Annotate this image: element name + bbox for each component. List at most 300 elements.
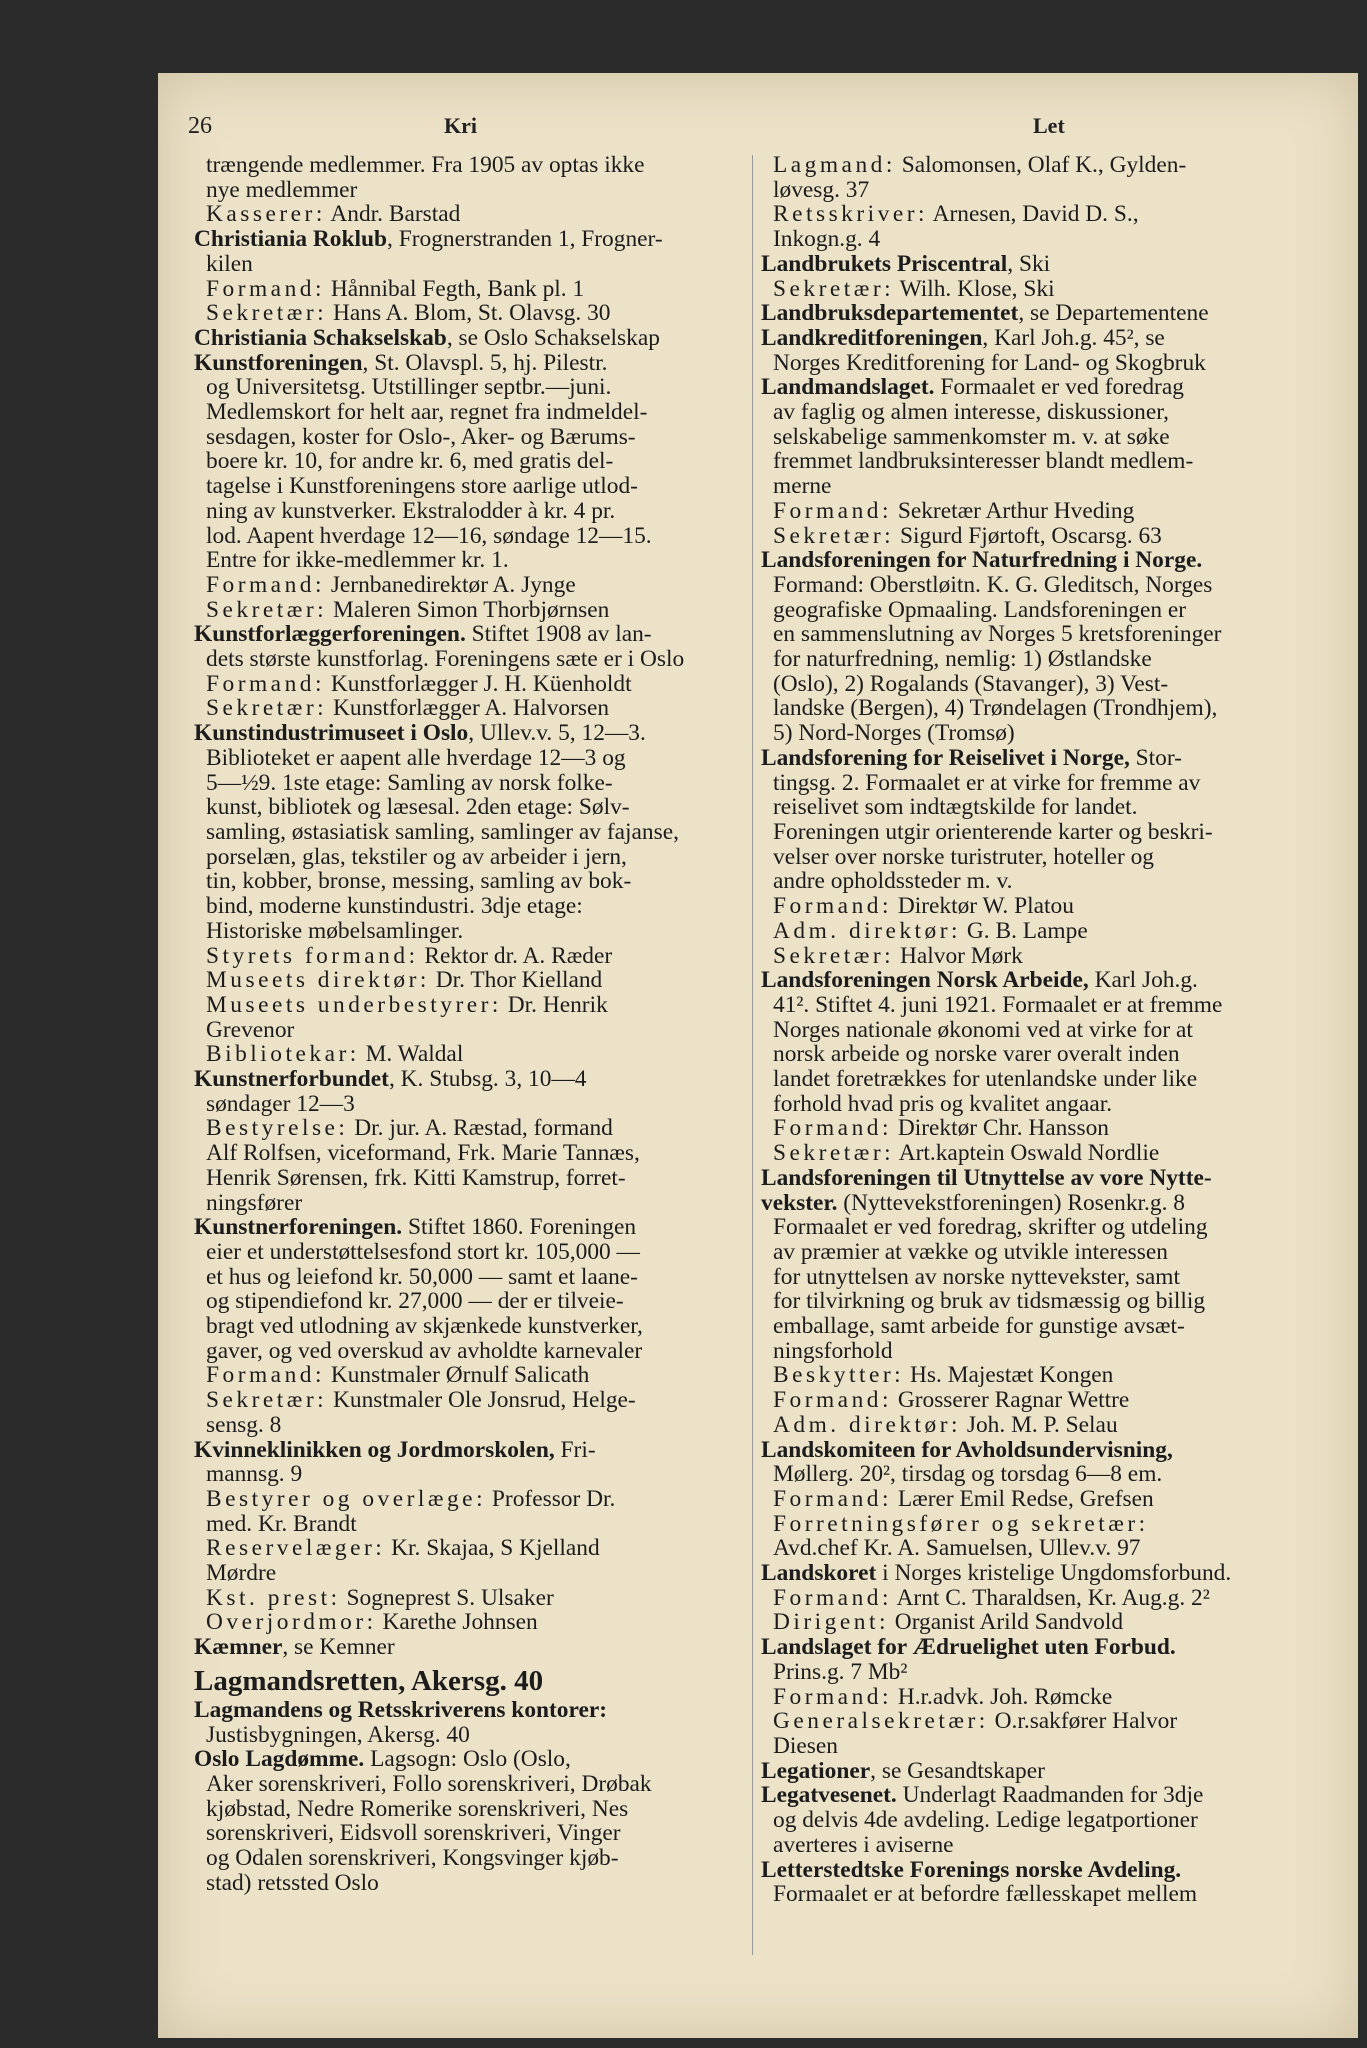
entry-heading: Kunstforlæggerforeningen.: [194, 622, 466, 648]
role-value: Arnt C. Tharaldsen, Kr. Aug.g. 2²: [891, 1585, 1210, 1611]
text-line: [761, 894, 1326, 919]
role-label: Sekretær:: [773, 1141, 895, 1166]
entry-text: velser over norske turistruter, hoteller og: [773, 844, 1154, 870]
text-line: [761, 178, 1326, 203]
entry-text: forhold hvad pris og kvalitet angaar.: [773, 1091, 1113, 1117]
entry-text: kunst, bibliotek og læsesal. 2den etage: Sølv-: [206, 795, 630, 820]
text-line: [194, 1487, 742, 1512]
text-line: [194, 1462, 742, 1487]
text-line: [194, 1635, 742, 1660]
role-label: Museets direktør:: [206, 968, 430, 993]
entry-text: for utnyttelsen av norske nyttevekster, samt: [773, 1264, 1180, 1290]
running-header: [188, 113, 1328, 143]
role-label: Bibliotekar:: [206, 1042, 360, 1068]
role-value: Sogneprest S. Ulsaker: [340, 1585, 554, 1611]
text-line: [194, 1141, 742, 1166]
text-line: [194, 1289, 742, 1314]
text-line: [194, 721, 742, 746]
text-line: [761, 1413, 1326, 1438]
entry-text: Justisbygningen, Akersg. 40: [206, 1722, 470, 1748]
entry-text: søndager 12—3: [206, 1091, 355, 1117]
text-line: [761, 1314, 1326, 1339]
entry-text: mannsg. 9: [206, 1462, 303, 1487]
role-value: Sigurd Fjørtoft, Oscarsg. 63: [894, 523, 1162, 549]
right-column: [761, 153, 1326, 1907]
entry-text: trængende medlemmer. Fra 1905 av optas ikke: [206, 153, 645, 178]
role-label: Formand:: [206, 671, 325, 697]
entry-text: , Ullev.v. 5, 12—3.: [468, 721, 646, 746]
text-line: [194, 1166, 742, 1191]
entry-text: Stiftet 1860. Foreningen: [402, 1215, 637, 1240]
role-label: Adm. direktør:: [773, 1412, 962, 1438]
role-label: Formand:: [773, 1585, 892, 1611]
text-line: [194, 499, 742, 524]
text-line: [761, 993, 1326, 1018]
entry-text: nye medlemmer: [206, 177, 358, 203]
text-line: [194, 622, 742, 647]
role-value: Dr. Thor Kielland: [429, 968, 603, 993]
entry-heading: Kunstindustrimuseet i Oslo: [194, 721, 469, 746]
entry-text: for naturfredning, nemlig: 1) Østlandske: [773, 647, 1152, 672]
entry-text: (Oslo), 2) Rogalands (Stavanger), 3) Vest-: [773, 671, 1169, 697]
entry-text: Aker sorenskriveri, Follo sorenskriveri, Drøbak: [206, 1772, 652, 1797]
text-line: [194, 1723, 742, 1748]
role-value: Jernbanedirektør A. Jynge: [324, 572, 576, 598]
entry-heading: Landskoret: [761, 1561, 877, 1586]
entry-text: 41². Stiftet 4. juni 1921. Formaalet er at fremme: [773, 992, 1223, 1018]
role-label: Formand:: [773, 1684, 892, 1710]
text-line: [194, 252, 742, 277]
text-line: [761, 1586, 1326, 1611]
text-line: [761, 795, 1326, 820]
text-line: [194, 647, 742, 672]
text-line: [761, 1882, 1326, 1907]
entry-text: Inkogn.g. 4: [773, 227, 881, 252]
text-line: [194, 351, 742, 376]
text-line: [761, 326, 1326, 351]
text-line: [194, 153, 742, 178]
text-line: [194, 820, 742, 845]
entry-heading: Kæmner: [194, 1635, 283, 1660]
text-line: [194, 375, 742, 400]
role-label: Kst. prest:: [206, 1585, 341, 1611]
entry-text: tagelse i Kunstforeningens store aarlige utlod-: [206, 474, 638, 499]
text-line: [194, 944, 742, 969]
entry-heading: Lagmandens og Retsskriverens kontorer:: [194, 1697, 608, 1723]
role-label: Sekretær:: [773, 276, 895, 302]
role-value: Andr. Barstad: [325, 202, 461, 228]
entry-text: Medlemskort for helt aar, regnet fra indmeldel-: [206, 400, 648, 425]
role-value: Maleren Simon Thorbjørnsen: [327, 597, 610, 623]
entry-text: Norges Kreditforening for Land- og Skogbruk: [773, 350, 1206, 376]
entry-text: Fri-: [554, 1437, 596, 1463]
role-label: Sekretær:: [206, 597, 328, 623]
text-line: [194, 1561, 742, 1586]
text-line: [194, 202, 742, 227]
text-line: [194, 845, 742, 870]
role-label: Dirigent:: [773, 1610, 889, 1636]
entry-text: en sammenslutning av Norges 5 kretsforeninger: [773, 622, 1222, 648]
text-line: [761, 1215, 1326, 1240]
text-line: [194, 326, 742, 351]
text-line: [761, 1042, 1326, 1067]
text-line: [761, 1363, 1326, 1388]
entry-text: , se Departementene: [1018, 301, 1209, 326]
text-line: [761, 1339, 1326, 1364]
entry-heading: Landslaget for Ædruelighet uten Forbud.: [761, 1635, 1176, 1660]
section-title: Lagmandsretten,: [194, 1665, 406, 1696]
text-line: [761, 1166, 1326, 1191]
entry-text: Stor-: [1129, 745, 1182, 771]
role-label: Sekretær:: [773, 523, 895, 549]
role-label: Formand:: [773, 1486, 892, 1512]
entry-heading: Kvinneklinikken og Jordmorskolen,: [194, 1437, 555, 1463]
entry-text: Biblioteket er aapent alle hverdage 12—3 og: [206, 745, 626, 771]
text-line: [761, 400, 1326, 425]
entry-text: Historiske møbelsamlinger.: [206, 918, 464, 944]
entry-text: ningsforhold: [773, 1338, 893, 1364]
role-value: Professor Dr.: [486, 1486, 616, 1512]
text-line: [761, 425, 1326, 450]
entry-text: boere kr. 10, for andre kr. 6, med gratis del-: [206, 449, 614, 475]
role-label: Bestyrer og overlæge:: [206, 1486, 487, 1512]
text-line: [194, 919, 742, 944]
role-label: Generalsekretær:: [773, 1709, 989, 1734]
role-value: Dr. Henrik: [501, 992, 608, 1018]
role-label: Sekretær:: [206, 696, 328, 722]
text-line: [761, 1685, 1326, 1710]
entry-text: eier et understøttelsesfond stort kr. 105,000 —: [206, 1239, 640, 1265]
text-line: [194, 795, 742, 820]
entry-text: Formaalet er at befordre fællesskapet mellem: [773, 1882, 1198, 1907]
text-line: [761, 845, 1326, 870]
page-number: 26: [188, 113, 212, 139]
text-line: [761, 647, 1326, 672]
text-line: [194, 1215, 742, 1240]
text-line: [761, 1487, 1326, 1512]
entry-text: geografiske Opmaaling. Landsforeningen er: [773, 597, 1187, 623]
text-line: [761, 1536, 1326, 1561]
entry-text: tin, kobber, bronse, messing, samling av bok-: [206, 869, 632, 895]
text-line: [194, 1698, 742, 1723]
text-line: [761, 351, 1326, 376]
text-line: [194, 425, 742, 450]
text-line: [194, 1314, 742, 1339]
entry-text: dets største kunstforlag. Foreningens sæte er i Oslo: [206, 647, 685, 672]
role-label: Museets underbestyrer:: [206, 992, 502, 1018]
text-line: [761, 1858, 1326, 1883]
text-line: [761, 1438, 1326, 1463]
text-line: [194, 672, 742, 697]
entry-text: norsk arbeide og norske varer overalt inden: [773, 1042, 1180, 1068]
text-line: [761, 202, 1326, 227]
text-line: [194, 1363, 742, 1388]
text-line: [194, 301, 742, 326]
text-line: [194, 524, 742, 549]
role-label: Formand:: [206, 276, 325, 302]
text-line: [761, 919, 1326, 944]
text-line: [194, 1092, 742, 1117]
text-line: [761, 252, 1326, 277]
text-line: [761, 1833, 1326, 1858]
entry-text: gaver, og ved overskud av avholdte karnevaler: [206, 1338, 643, 1364]
text-line: [761, 573, 1326, 598]
entry-text: Entre for ikke-medlemmer kr. 1.: [206, 548, 509, 573]
entry-text: , St. Olavspl. 5, hj. Pilestr.: [362, 350, 608, 376]
text-line: [194, 1586, 742, 1611]
role-label: Adm. direktør:: [773, 918, 962, 944]
role-label: Formand:: [206, 1363, 325, 1389]
text-line: [761, 771, 1326, 796]
text-line: [761, 1709, 1326, 1734]
text-line: [761, 277, 1326, 302]
role-label: Reservelæger:: [206, 1536, 386, 1562]
text-line: [194, 1438, 742, 1463]
role-value: Lærer Emil Redse, Grefsen: [891, 1486, 1154, 1512]
text-line: [194, 178, 742, 203]
text-line: [194, 1846, 742, 1871]
role-value: Direktør W. Platou: [891, 894, 1074, 919]
entry-text: av præmier at vække og utvikle interessen: [773, 1239, 1168, 1265]
entry-heading: vekster.: [761, 1190, 838, 1216]
role-label: Formand:: [773, 1116, 892, 1142]
text-line: [761, 696, 1326, 721]
text-line: [194, 1666, 742, 1696]
entry-text: sesdagen, koster for Oslo-, Aker- og Bærums-: [206, 424, 636, 450]
right-keyword: Let: [1033, 113, 1065, 138]
text-line: [194, 894, 742, 919]
text-line: [194, 1413, 742, 1438]
entry-text: ningsfører: [206, 1190, 303, 1216]
entry-text: bind, moderne kunstindustri. 3dje etage:: [206, 894, 583, 919]
text-line: [761, 1289, 1326, 1314]
entry-heading: Landbrukets Priscentral: [761, 251, 1008, 277]
text-line: [761, 1191, 1326, 1216]
text-line: [761, 746, 1326, 771]
text-line: [194, 1871, 742, 1896]
text-line: [761, 1660, 1326, 1685]
text-line: [194, 968, 742, 993]
entry-text: Norges nationale økonomi ved at virke for at: [773, 1017, 1193, 1043]
entry-text: Formaalet er ved foredrag: [934, 375, 1184, 401]
text-line: [194, 1512, 742, 1537]
entry-text: og Universitetsg. Utstillinger septbr.—juni.: [206, 375, 612, 401]
text-line: [194, 1240, 742, 1265]
entry-text: (Nyttevekstforeningen) Rosenkr.g. 8: [837, 1190, 1185, 1216]
entry-text: kjøbstad, Nedre Romerike sorenskriveri, Nes: [206, 1796, 629, 1822]
role-value: Hans A. Blom, St. Olavsg. 30: [327, 301, 611, 326]
role-label: Sekretær:: [206, 1388, 328, 1413]
text-line: [194, 869, 742, 894]
text-line: [194, 449, 742, 474]
text-line: [761, 1018, 1326, 1043]
text-line: [194, 1191, 742, 1216]
text-line: [194, 771, 742, 796]
text-line: [761, 1462, 1326, 1487]
text-line: [761, 820, 1326, 845]
text-line: [194, 1610, 742, 1635]
entry-heading: Legationer: [761, 1758, 871, 1784]
entry-text: med. Kr. Brandt: [206, 1511, 357, 1537]
role-value: Organist Arild Sandvold: [888, 1610, 1124, 1636]
text-line: [761, 1635, 1326, 1660]
entry-heading: Landmandslaget.: [761, 375, 935, 401]
role-label: Formand:: [773, 894, 892, 919]
entry-text: porselæn, glas, tekstiler og av arbeider i jern,: [206, 844, 627, 870]
text-line: [761, 622, 1326, 647]
entry-text: 5—½9. 1ste etage: Samling av norsk folke-: [206, 770, 613, 796]
entry-heading: Landsforeningen til Utnyttelse av vore Nytte-: [761, 1165, 1212, 1191]
text-line: [761, 1808, 1326, 1833]
role-label: Sekretær:: [206, 301, 328, 326]
entry-text: landske (Bergen), 4) Trøndelagen (Trondhjem),: [773, 696, 1218, 722]
entry-heading: Kunstnerforbundet: [194, 1067, 389, 1092]
entry-text: , K. Stubsg. 3, 10—4: [388, 1067, 587, 1092]
entry-text: bragt ved utlodning av skjænkede kunstverker,: [206, 1314, 643, 1339]
role-value: Wilh. Klose, Ski: [894, 276, 1055, 302]
entry-text: Alf Rolfsen, viceformand, Frk. Marie Tannæs,: [206, 1141, 640, 1166]
entry-text: Prins.g. 7 Mb²: [773, 1659, 908, 1685]
entry-text: landet foretrækkes for utenlandske under like: [773, 1067, 1198, 1092]
entry-text: lod. Aapent hverdage 12—16, søndage 12—15.: [206, 523, 652, 549]
entry-text: , Karl Joh.g. 45², se: [982, 325, 1165, 351]
text-line: [761, 1561, 1326, 1586]
text-line: [761, 548, 1326, 573]
entry-text: , se Kemner: [282, 1635, 395, 1660]
entry-heading: Kunstnerforeningen.: [194, 1215, 403, 1240]
entry-text: ning av kunstverker. Ekstralodder à kr. 4 pr.: [206, 498, 616, 524]
entry-text: fremmet landbruksinteresser blandt medlem-: [773, 449, 1194, 475]
text-line: [761, 499, 1326, 524]
role-label: Bestyrelse:: [206, 1116, 349, 1142]
text-line: [761, 1759, 1326, 1784]
text-line: [761, 474, 1326, 499]
text-line: [761, 1265, 1326, 1290]
role-label: Overjordmor:: [206, 1610, 377, 1636]
entry-text: Avd.chef Kr. A. Samuelsen, Ullev.v. 97: [773, 1536, 1141, 1562]
entry-heading: Landkreditforeningen: [761, 325, 983, 351]
entry-text: , Ski: [1007, 251, 1051, 277]
text-line: [194, 1772, 742, 1797]
left-keyword: Kri: [444, 113, 477, 138]
text-line: [761, 1783, 1326, 1808]
text-line: [194, 598, 742, 623]
role-value: Rektor dr. A. Ræder: [418, 943, 613, 969]
entry-text: Underlagt Raadmanden for 3dje: [896, 1783, 1204, 1809]
text-line: [194, 1042, 742, 1067]
text-line: [761, 1240, 1326, 1265]
text-line: [761, 968, 1326, 993]
text-line: [194, 277, 742, 302]
entry-heading: Legatvesenet.: [761, 1783, 897, 1809]
entry-text: av faglig og almen interesse, diskussioner,: [773, 400, 1169, 425]
book-page: [158, 73, 1358, 2038]
entry-text: Stiftet 1908 av lan-: [465, 622, 652, 648]
entry-text: tingsg. 2. Formaalet er at virke for fremme av: [773, 770, 1201, 796]
role-value: Kunstmaler Ørnulf Salicath: [324, 1363, 590, 1389]
text-line: [194, 1116, 742, 1141]
role-value: G. B. Lampe: [961, 918, 1088, 944]
role-label: Beskytter:: [773, 1363, 905, 1389]
entry-heading: Landskomiteen for Avholdsundervisning,: [761, 1437, 1173, 1463]
text-line: [194, 1265, 742, 1290]
entry-text: reiselivet som indtægtskilde for landet.: [773, 795, 1138, 820]
text-line: [761, 1388, 1326, 1413]
text-line: [761, 598, 1326, 623]
text-line: [194, 1747, 742, 1772]
entry-heading: Letterstedtske Forenings norske Avdeling.: [761, 1857, 1182, 1883]
text-line: [761, 227, 1326, 252]
column-divider: [752, 155, 753, 1955]
entry-text: averteres i aviserne: [773, 1832, 954, 1858]
text-line: [194, 1536, 742, 1561]
entry-heading: Christiania Schakselskab: [194, 325, 447, 351]
entry-text: Formaalet er ved foredrag, skrifter og utdeling: [773, 1215, 1208, 1240]
entry-text: Diesen: [773, 1734, 838, 1759]
role-label: Formand:: [206, 572, 325, 598]
text-line: [194, 1388, 742, 1413]
text-line: [761, 672, 1326, 697]
entry-text: , Frognerstranden 1, Frogner-: [387, 227, 663, 252]
entry-text: emballage, samt arbeide for gunstige avsæt-: [773, 1314, 1185, 1339]
entry-text: Henrik Sørensen, frk. Kitti Kamstrup, forret-: [206, 1165, 626, 1191]
entry-heading: Kunstforeningen: [194, 350, 363, 376]
entry-text: for tilvirkning og bruk av tidsmæssig og billig: [773, 1289, 1206, 1315]
role-label: Retsskriver:: [773, 202, 929, 228]
text-line: [761, 1067, 1326, 1092]
role-label: Styrets formand:: [206, 943, 419, 969]
text-line: [761, 944, 1326, 969]
role-label: Formand:: [773, 498, 892, 524]
text-line: [194, 573, 742, 598]
role-value: Sekretær Arthur Hveding: [891, 498, 1135, 524]
entry-text: stad) retssted Oslo: [206, 1870, 379, 1896]
role-value: Joh. M. P. Selau: [961, 1412, 1118, 1438]
text-line: [761, 1141, 1326, 1166]
entry-text: selskabelige sammenkomster m. v. at søke: [773, 424, 1170, 450]
role-value: Halvor Mørk: [894, 943, 1023, 969]
role-value: Hs. Majestæt Kongen: [904, 1363, 1114, 1389]
entry-text: Møllerg. 20², tirsdag og torsdag 6—8 em.: [773, 1462, 1163, 1487]
role-value: Karethe Johnsen: [376, 1610, 538, 1636]
entry-text: Karl Joh.g.: [1088, 968, 1198, 993]
entry-heading: Christiania Roklub: [194, 227, 388, 252]
role-label: Sekretær:: [773, 943, 895, 969]
entry-text: og stipendiefond kr. 27,000 — der er tilveie-: [206, 1289, 624, 1315]
entry-text: samling, østasiatisk samling, samlinger av fajanse,: [206, 819, 679, 845]
left-column: [194, 153, 742, 1896]
text-line: [761, 524, 1326, 549]
role-value: Hånnibal Fegth, Bank pl. 1: [324, 276, 585, 302]
entry-text: Foreningen utgir orienterende karter og beskri-: [773, 819, 1213, 845]
entry-text: løvesg. 37: [773, 177, 870, 203]
entry-text: Grevenor: [206, 1017, 295, 1043]
text-line: [194, 400, 742, 425]
text-line: [194, 696, 742, 721]
entry-text: , se Gesandtskaper: [870, 1758, 1045, 1784]
text-line: [194, 1067, 742, 1092]
text-line: [194, 227, 742, 252]
text-line: [761, 869, 1326, 894]
entry-heading: Landbruksdepartementet: [761, 301, 1019, 326]
role-value: Kunstforlægger A. Halvorsen: [327, 696, 610, 722]
entry-text: i Norges kristelige Ungdomsforbund.: [876, 1561, 1232, 1586]
role-value: Kunstforlægger J. H. Küenholdt: [324, 671, 632, 697]
entry-text: , se Oslo Schakselskap: [446, 325, 660, 351]
role-value: Direktør Chr. Hansson: [891, 1116, 1109, 1142]
text-line: [194, 746, 742, 771]
entry-heading: Oslo Lagdømme.: [194, 1747, 365, 1772]
